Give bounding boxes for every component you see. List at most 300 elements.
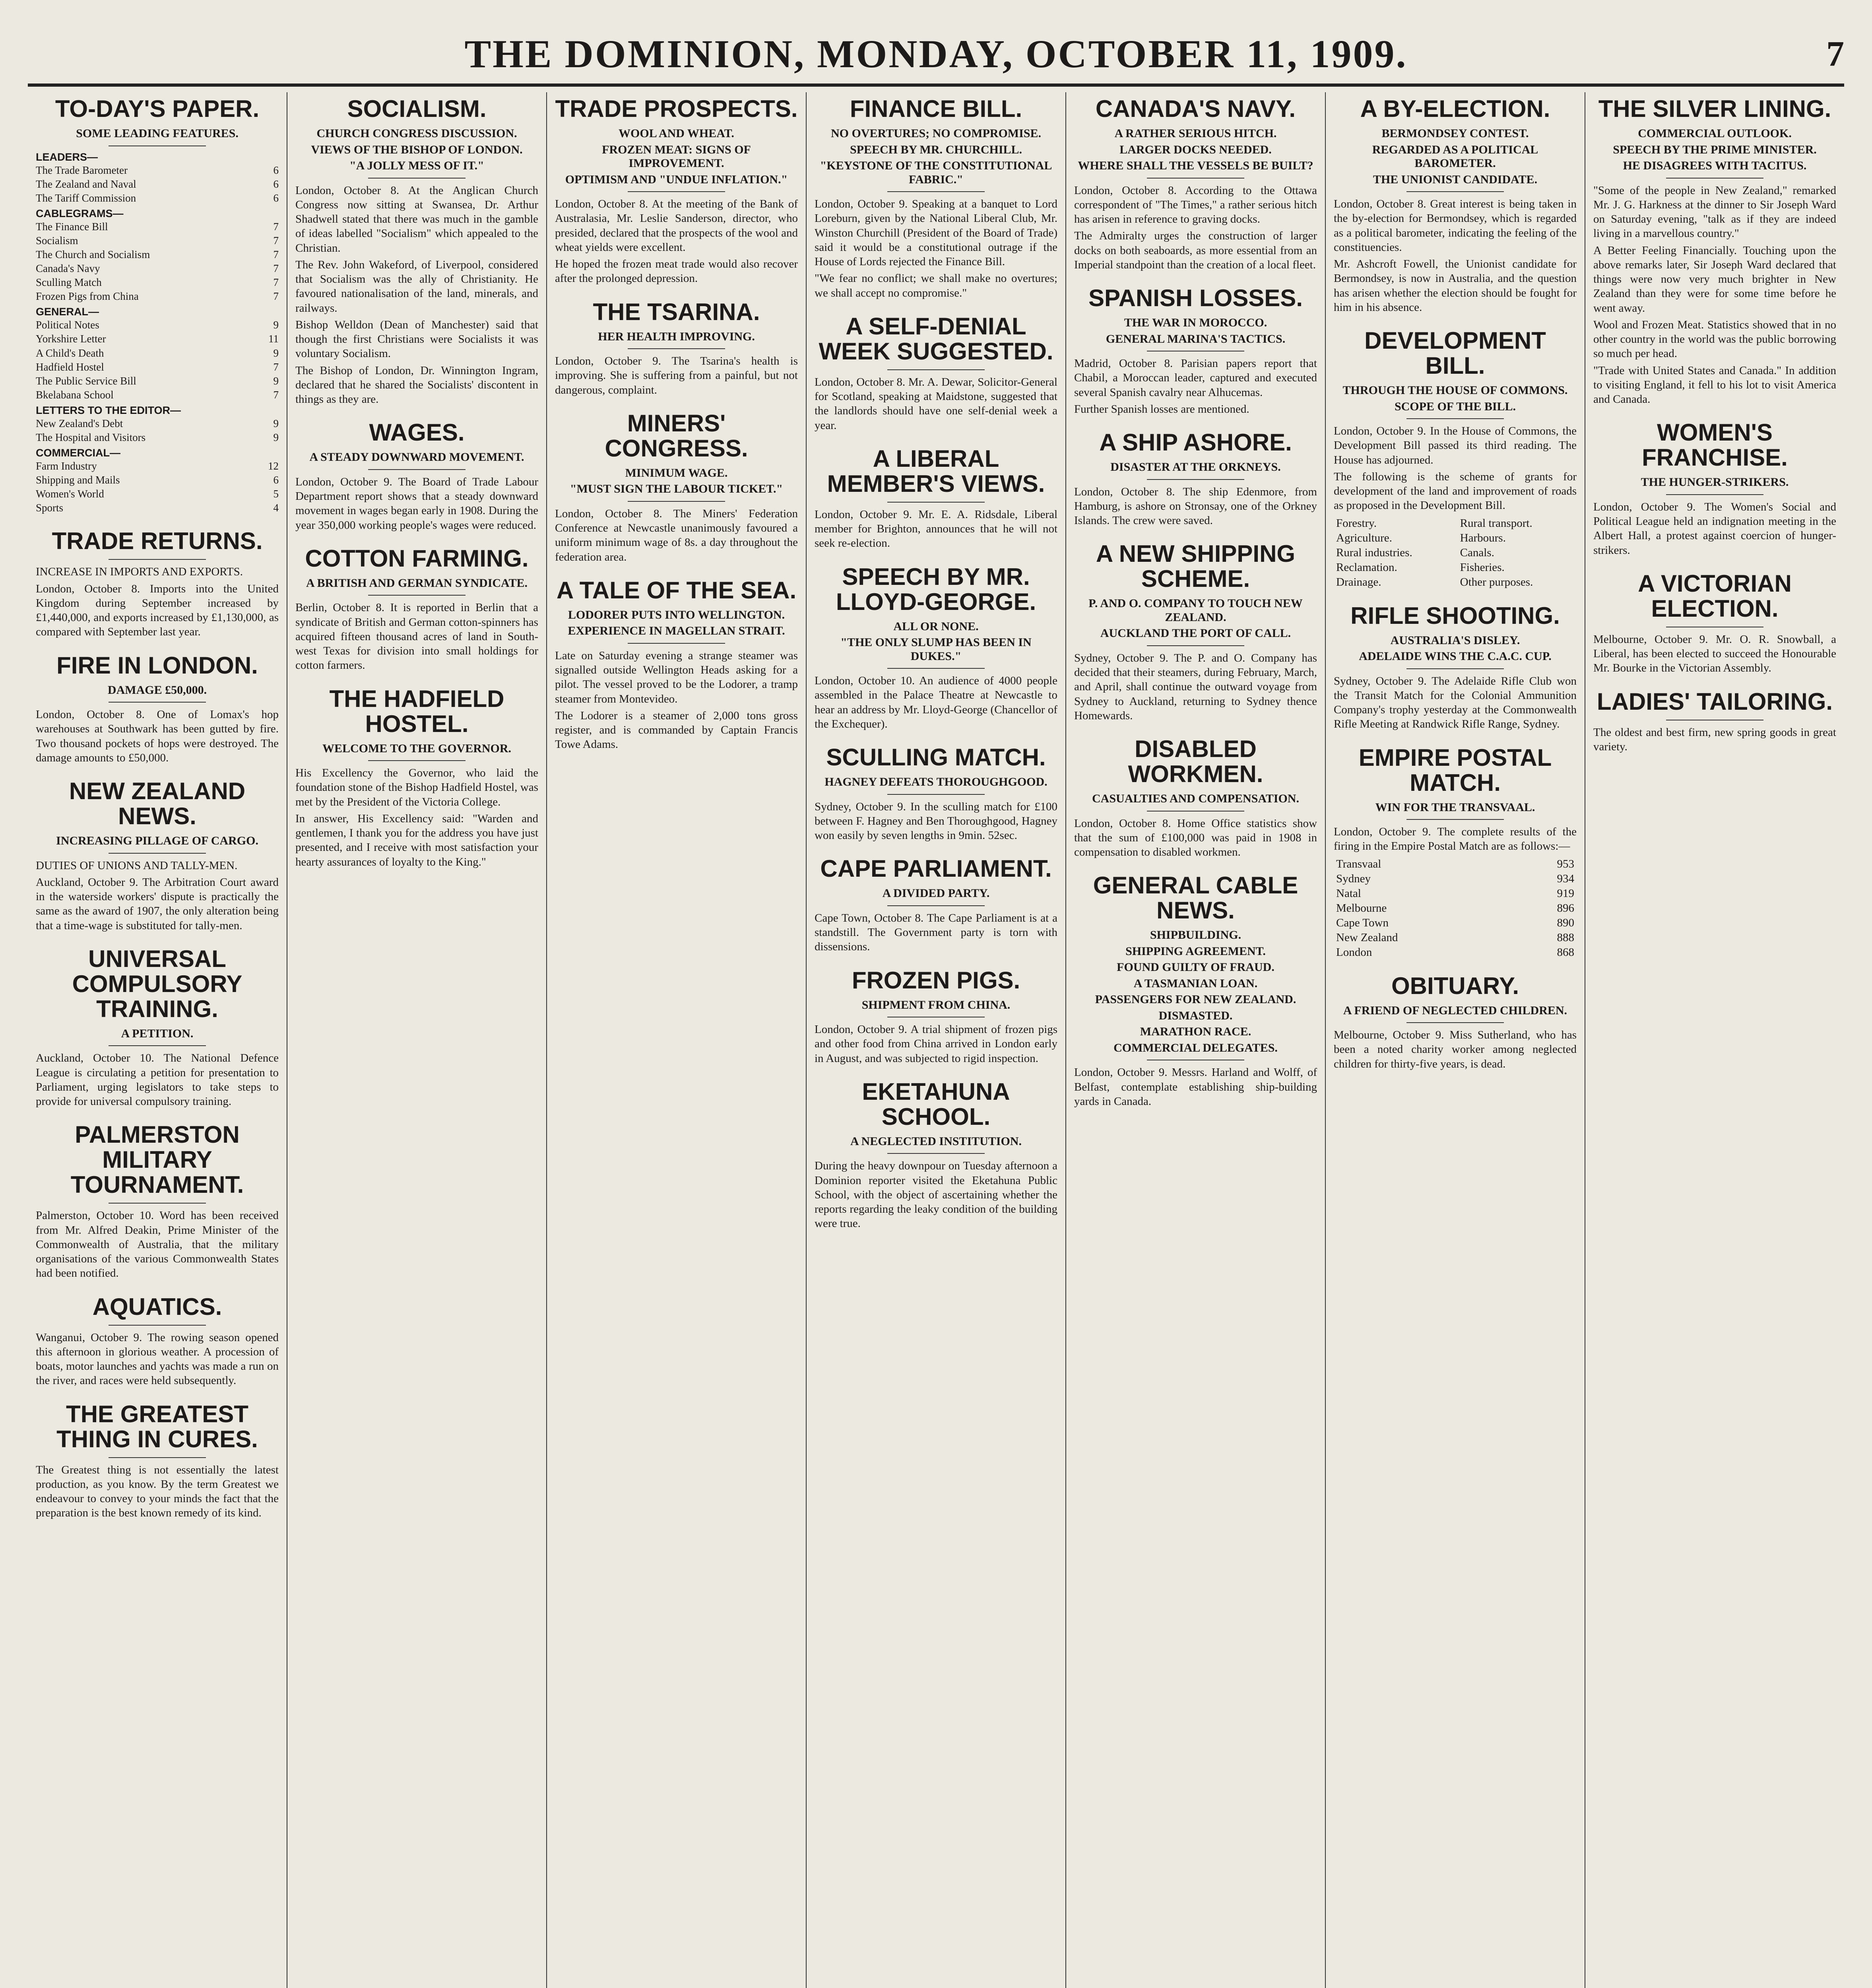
article-subheading: AUSTRALIA'S DISLEY. [1390, 633, 1520, 647]
table-row [1334, 560, 1577, 575]
article-subheading: "THE ONLY SLUMP HAS BEEN IN DUKES." [840, 636, 1032, 663]
article-subheading: COMMERCIAL OUTLOOK. [1638, 127, 1792, 140]
index-item: The Tariff Commission [36, 192, 136, 204]
index-page: 7 [273, 234, 279, 247]
divider-rule [887, 502, 984, 503]
article-paragraph: Sydney, October 9. The Adelaide Rifle Club won the Transit Match for the Colonial Ammunition Company's trophy yesterday at the Commonwealth Rifle Meeting at Randwick Rifle Range, Sydney. [1334, 674, 1577, 731]
divider-rule [1406, 418, 1503, 419]
article-headline: EKETAHUNA SCHOOL. [862, 1078, 1010, 1130]
article-subheading: REGARDED AS A POLITICAL BAROMETER. [1372, 143, 1538, 170]
index-page: 9 [273, 319, 279, 331]
article [36, 779, 279, 933]
article [1334, 328, 1577, 590]
index-row [36, 191, 279, 205]
article-subheading: A DIVIDED PARTY. [882, 887, 990, 900]
table-cell: Melbourne [1336, 901, 1387, 914]
article-headline: THE GREATEST THING IN CURES. [56, 1400, 258, 1452]
index-item: Canada's Navy [36, 262, 100, 275]
article [815, 314, 1057, 433]
article-headline: TO-DAY'S PAPER. [55, 95, 260, 122]
index-item: A Child's Death [36, 347, 104, 359]
article-subheading: FROZEN MEAT: SIGNS OF IMPROVEMENT. [602, 143, 751, 170]
index-item: New Zealand's Debt [36, 417, 123, 429]
index-page: 7 [273, 361, 279, 373]
article-subheading: DISASTER AT THE ORKNEYS. [1110, 460, 1281, 474]
article-subheading: MARATHON RACE. [1140, 1025, 1251, 1039]
article [815, 96, 1057, 300]
article-subheading: P. AND O. COMPANY TO TOUCH NEW ZEALAND. [1088, 597, 1303, 624]
columns [28, 92, 1844, 1988]
article [815, 856, 1057, 954]
article-subheading: WIN FOR THE TRANSVAAL. [1375, 800, 1535, 814]
article-subheading: ADELAIDE WINS THE C.A.C. CUP. [1359, 650, 1552, 663]
article-subheading: DAMAGE £50,000. [107, 683, 207, 697]
index-page: 5 [273, 488, 279, 500]
divider-rule [109, 1457, 206, 1458]
article-paragraph: Madrid, October 8. Parisian papers report that Chabil, a Moroccan leader, captured and executed several Spanish cavalry near Alhucemas. [1074, 357, 1317, 399]
article-paragraph: A Better Feeling Financially. Touching upon the above remarks later, Sir Joseph Ward declared that things were now very much brighter in New Zealand than they were for some time before he went away. [1593, 244, 1836, 315]
article-headline: FIRE IN LONDON. [56, 652, 258, 679]
column-7 [1585, 92, 1844, 1988]
table-cell: Agriculture. [1336, 531, 1392, 544]
article-subheading: SPEECH BY THE PRIME MINISTER. [1613, 143, 1817, 156]
index-item: Farm Industry [36, 460, 97, 472]
index-page: 7 [273, 220, 279, 233]
article-paragraph: DUTIES OF UNIONS AND TALLY-MEN. [36, 859, 238, 872]
index-row [36, 163, 279, 177]
article-table [1334, 857, 1577, 960]
table-row [1334, 857, 1577, 872]
article [1334, 973, 1577, 1071]
article-subheading: PASSENGERS FOR NEW ZEALAND. [1095, 993, 1296, 1006]
index-page: 6 [273, 474, 279, 486]
index-page: 12 [268, 460, 279, 472]
article-paragraph: Cape Town, October 8. The Cape Parliament is at a standstill. The Government party is torn with dissensions. [815, 911, 1057, 953]
article-headline: DISABLED WORKMEN. [1128, 736, 1263, 787]
table-row [1334, 886, 1577, 901]
article-paragraph: London, October 9. The Tsarina's health is improving. She is suffering from a painful, but not dangerous, complaint. [555, 355, 798, 396]
article-paragraph: Auckland, October 9. The Arbitration Court award in the waterside workers' dispute is practically the same as the award of 1907, the only alteration being that a time-wage is substituted for tally-men. [36, 876, 279, 932]
index-row [36, 332, 279, 346]
article-subheading: A STEADY DOWNWARD MOVEMENT. [309, 450, 524, 464]
article [36, 96, 279, 515]
index-row [36, 177, 279, 191]
article-paragraph: London, October 9. The Board of Trade Labour Department report shows that a steady downward movement in wages began early in 1908. During the year 350,000 working people's wages were reduced. [295, 475, 538, 532]
table-cell: 919 [1557, 887, 1574, 900]
article-paragraph: London, October 8. Great interest is being taken in the by-election for Bermondsey, which is regarded as a political barometer, indicating the feeling of the constituencies. [1334, 198, 1577, 254]
article-headline: WOMEN'S FRANCHISE. [1642, 419, 1788, 471]
article [815, 1079, 1057, 1231]
article-paragraph: Berlin, October 8. It is reported in Berlin that a syndicate of British and German cotton-spinners has acquired fifteen thousand acres of land in South-west Texas for division into small holdings for cotton farmers. [295, 601, 538, 672]
article-paragraph: In answer, His Excellency said: "Warden and gentlemen, I thank you for the address you have just presented, and I receive with most satisfaction your hearty assurances of loyalty to the King." [295, 812, 538, 868]
article-subheading: EXPERIENCE IN MAGELLAN STRAIT. [568, 624, 785, 638]
divider-rule [1147, 645, 1244, 646]
divider-rule [887, 1153, 984, 1154]
divider-rule [1147, 178, 1244, 179]
article-subheading: A FRIEND OF NEGLECTED CHILDREN. [1343, 1004, 1567, 1017]
article [815, 968, 1057, 1066]
article-subheading: INCREASING PILLAGE OF CARGO. [56, 834, 258, 848]
article-subheading: THE HUNGER-STRIKERS. [1641, 476, 1789, 489]
article-headline: OBITUARY. [1391, 972, 1519, 999]
article-paragraph: London, October 9. Mr. E. A. Ridsdale, Liberal member for Brighton, announces that he will not seek re-election. [815, 508, 1057, 550]
divider-rule [368, 595, 465, 596]
article [1334, 96, 1577, 315]
divider-rule [109, 1203, 206, 1204]
article-paragraph: Further Spanish losses are mentioned. [1074, 402, 1249, 415]
article-subheading: HAGNEY DEFEATS THOROUGHGOOD. [824, 775, 1048, 788]
column-3 [547, 92, 807, 1988]
index-item: Bkelabana School [36, 388, 114, 401]
article-paragraph: Sydney, October 9. In the sculling match for £100 between F. Hagney and Ben Thoroughgood, Hagney won easily by seven lengths in 9min. 52sec. [815, 800, 1057, 842]
table-row [1334, 575, 1577, 590]
article-subheading: SCOPE OF THE BILL. [1394, 400, 1516, 413]
article-subheading: ALL OR NONE. [893, 619, 979, 633]
table-cell: 868 [1557, 945, 1574, 959]
article-paragraph: He hoped the frozen meat trade would also recover after the prolonged depression. [555, 258, 798, 285]
article-subheading: FOUND GUILTY OF FRAUD. [1117, 961, 1275, 974]
index-page: 9 [273, 347, 279, 359]
article-headline: A SELF-DENIAL WEEK SUGGESTED. [819, 313, 1053, 365]
article-subheading: A PETITION. [121, 1027, 194, 1040]
index-page: 7 [273, 276, 279, 289]
index-item: The Hospital and Visitors [36, 431, 146, 443]
divider-rule [887, 191, 984, 192]
article-headline: RIFLE SHOOTING. [1350, 602, 1560, 629]
index-row [36, 473, 279, 487]
table-cell: 890 [1557, 916, 1574, 929]
article-subheading: A TASMANIAN LOAN. [1133, 977, 1258, 990]
article [295, 686, 538, 869]
article-subheading: SHIPPING AGREEMENT. [1125, 944, 1266, 958]
table-row [1334, 901, 1577, 916]
article-subheading: WHERE SHALL THE VESSELS BE BUILT? [1078, 159, 1313, 172]
article-headline: MINERS' CONGRESS. [605, 410, 748, 462]
table-cell: Rural transport. [1460, 516, 1533, 530]
article [295, 546, 538, 673]
article-subheading: NO OVERTURES; NO COMPROMISE. [831, 127, 1041, 140]
article-subheading: THE WAR IN MOROCCO. [1124, 316, 1267, 329]
article-paragraph: London, October 8. The Miners' Federation Conference at Newcastle unanimously favoured a uniform minimum wage of 8s. a day throughout the federation area. [555, 507, 798, 563]
table-cell: Canals. [1460, 546, 1494, 559]
divider-rule [887, 905, 984, 906]
table-cell: 934 [1557, 872, 1574, 885]
article-headline: GENERAL CABLE NEWS. [1093, 872, 1298, 924]
divider-rule [887, 369, 984, 370]
article-paragraph: The Rev. John Wakeford, of Liverpool, considered that Socialism was the ally of Christianity. He favoured nationalisation of the land, minerals, and railways. [295, 258, 538, 315]
table-cell: New Zealand [1336, 931, 1398, 944]
article-paragraph: Sydney, October 9. The P. and O. Company has decided that their steamers, during February, March, and April, shall continue the outward voyage from Sydney to Auckland, returning to Sydney thence Homewards. [1074, 651, 1317, 722]
article-paragraph: During the heavy downpour on Tuesday afternoon a Dominion reporter visited the Eketahuna Public School, with the object of ascertaining whether the reports regarding the leaky condition of the building were true. [815, 1159, 1057, 1230]
index-section: LEADERS— [36, 151, 98, 163]
table-row [1334, 546, 1577, 560]
table-cell: London [1336, 945, 1372, 959]
index-section: LETTERS TO THE EDITOR— [36, 404, 181, 416]
article-subheading: WELCOME TO THE GOVERNOR. [322, 742, 512, 755]
article-subheading: CHURCH CONGRESS DISCUSSION. [316, 127, 517, 140]
index-item: Political Notes [36, 319, 99, 331]
article-subheading: MINIMUM WAGE. [625, 466, 728, 480]
article-paragraph: London, October 9. In the House of Commons, the Development Bill passed its third reading. The House has adjourned. [1334, 425, 1577, 466]
index-page: 4 [273, 502, 279, 514]
index-page: 6 [273, 178, 279, 190]
article-headline: FROZEN PIGS. [852, 967, 1020, 994]
index-item: Socialism [36, 234, 78, 247]
article-paragraph: London, October 8. At the meeting of the Bank of Australasia, Mr. Leslie Sanderson, director, who presided, declared that the prospects of the wool and wheat yields were excellent. [555, 198, 798, 254]
index-page: 7 [273, 388, 279, 401]
index-item: The Zealand and Naval [36, 178, 136, 190]
article-subheading: GENERAL MARINA'S TACTICS. [1106, 332, 1286, 346]
divider-rule [109, 1325, 206, 1326]
table-row [1334, 945, 1577, 960]
article-paragraph: Auckland, October 10. The National Defence League is circulating a petition for presentation to Parliament, urging legislators to take steps to provide for universal compulsory training. [36, 1052, 279, 1108]
article-headline: DEVELOPMENT BILL. [1364, 327, 1546, 379]
article [555, 578, 798, 752]
article-subheading: VIEWS OF THE BISHOP OF LONDON. [311, 143, 523, 156]
article-headline: UNIVERSAL COMPULSORY TRAINING. [72, 945, 242, 1022]
article-headline: LADIES' TAILORING. [1597, 688, 1833, 715]
article-headline: TRADE RETURNS. [52, 528, 263, 555]
article-subheading: LARGER DOCKS NEEDED. [1119, 143, 1272, 156]
table-row [1334, 916, 1577, 930]
divider-rule [368, 469, 465, 470]
article [295, 420, 538, 532]
article [1593, 571, 1836, 676]
article [36, 946, 279, 1109]
divider-rule [368, 760, 465, 761]
article-subheading: WOOL AND WHEAT. [619, 127, 734, 140]
article-paragraph: Wool and Frozen Meat. Statistics showed that in no other country in the world was the public borrowing so much per head. [1593, 318, 1836, 360]
divider-rule [1406, 819, 1503, 820]
divider-rule [1406, 668, 1503, 669]
article-subheading: THROUGH THE HOUSE OF COMMONS. [1342, 384, 1568, 397]
article [555, 411, 798, 564]
index-row [36, 374, 279, 388]
index-row [36, 501, 279, 515]
index-section: GENERAL— [36, 306, 99, 318]
divider-rule [628, 348, 725, 349]
index-row [36, 487, 279, 501]
article-subheading: "MUST SIGN THE LABOUR TICKET." [570, 482, 783, 496]
article [1334, 603, 1577, 732]
index-row [36, 262, 279, 276]
index-row [36, 248, 279, 262]
index-row [36, 220, 279, 234]
article-paragraph: London, October 9. Speaking at a banquet to Lord Loreburn, given by the National Liberal Club, Mr. Winston Churchill (President of the Board of Trade) said it would be a constitutional outrage if the House of Lords rejected the Finance Bill. [815, 198, 1057, 268]
index-item: The Trade Barometer [36, 164, 128, 176]
article-headline: SCULLING MATCH. [826, 744, 1046, 771]
table-cell: Forestry. [1336, 516, 1377, 530]
masthead-title: THE DOMINION, MONDAY, OCTOBER 11, 1909. [464, 31, 1408, 76]
table-cell: Natal [1336, 887, 1361, 900]
divider-rule [109, 702, 206, 703]
index-item: The Finance Bill [36, 220, 108, 233]
article [1074, 873, 1317, 1109]
index-row [36, 289, 279, 303]
table-cell: 896 [1557, 901, 1574, 914]
article-subheading: A RATHER SERIOUS HITCH. [1114, 127, 1277, 140]
article-paragraph: The Greatest thing is not essentially the latest production, as you know. By the term Greatest we endeavour to convey to your minds the fact that the preparation is the best known remedy of its kind. [36, 1463, 279, 1520]
article-paragraph: The Lodorer is a steamer of 2,000 tons gross register, and is commanded by Captain Francis Towe Adams. [555, 709, 798, 751]
article-subheading: HER HEALTH IMPROVING. [598, 330, 755, 343]
index-item: Shipping and Mails [36, 474, 120, 486]
article [1593, 96, 1836, 406]
article [1074, 285, 1317, 416]
table-row [1334, 930, 1577, 945]
article-headline: NEW ZEALAND NEWS. [69, 778, 246, 830]
table-cell: Cape Town [1336, 916, 1389, 929]
article-paragraph: The Admiralty urges the construction of larger docks on both seaboards, as more essential from an Imperial standpoint than the creation of a local fleet. [1074, 229, 1317, 271]
index-section: COMMERCIAL— [36, 447, 120, 459]
article [555, 96, 798, 286]
divider-rule [1666, 178, 1763, 179]
article-headline: A NEW SHIPPING SCHEME. [1096, 540, 1296, 592]
article [36, 528, 279, 639]
index-row [36, 346, 279, 360]
index-page: 7 [273, 248, 279, 260]
index-row [36, 388, 279, 402]
article-paragraph: London, October 8. The ship Edenmore, from Hamburg, is ashore on Stronsay, one of the Orkney Islands. The crew were saved. [1074, 485, 1317, 527]
article-table [1334, 516, 1577, 590]
index-item: The Public Service Bill [36, 375, 136, 387]
article-subheading: A BRITISH AND GERMAN SYNDICATE. [306, 576, 528, 590]
article-subheading: SPEECH BY MR. CHURCHILL. [850, 143, 1022, 156]
article-paragraph: Palmerston, October 10. Word has been received from Mr. Alfred Deakin, Prime Minister of the Commonwealth of Australia, that the military organisations of the various Commonwealth States had been notified. [36, 1209, 279, 1280]
article [36, 1294, 279, 1388]
index-item: Frozen Pigs from China [36, 290, 139, 303]
article-subheading: SOME LEADING FEATURES. [76, 127, 239, 140]
index-item: Sports [36, 502, 64, 514]
index-page: 9 [273, 431, 279, 443]
table-row [1334, 531, 1577, 546]
article-subheading: THE UNIONIST CANDIDATE. [1373, 173, 1538, 186]
article [295, 96, 538, 406]
article-headline: A LIBERAL MEMBER'S VIEWS. [827, 445, 1045, 497]
article-subheading: BERMONDSEY CONTEST. [1381, 127, 1529, 140]
page-number: 7 [1826, 34, 1844, 74]
article [1593, 689, 1836, 754]
divider-rule [1147, 479, 1244, 480]
index-item: Hadfield Hostel [36, 361, 104, 373]
article-paragraph: Wanganui, October 9. The rowing season opened this afternoon in glorious weather. A procession of boats, motor launches and yachts was made a run on the river, and races were held subsequently. [36, 1331, 279, 1387]
index-page: 6 [273, 192, 279, 204]
article-paragraph: London, October 10. An audience of 4000 people assembled in the Palace Theatre at Newcastle to hear an address by Mr. Lloyd-George (Chancellor of the Exchequer). [815, 674, 1057, 730]
divider-rule [887, 794, 984, 795]
article [1074, 96, 1317, 272]
index-page: 6 [273, 164, 279, 176]
index-row [36, 234, 279, 248]
article-subheading: HE DISAGREES WITH TACITUS. [1623, 159, 1807, 172]
article-headline: THE SILVER LINING. [1598, 95, 1831, 122]
divider-rule [628, 501, 725, 502]
article-subheading: "KEYSTONE OF THE CONSTITUTIONAL FABRIC." [820, 159, 1052, 186]
index-row [36, 459, 279, 473]
index-item: Yorkshire Letter [36, 333, 106, 345]
article [815, 446, 1057, 551]
article-paragraph: His Excellency the Governor, who laid the foundation stone of the Bishop Hadfield Hostel, was met by the President of the Victoria College. [295, 767, 538, 808]
index-page: 7 [273, 290, 279, 303]
article-paragraph: Melbourne, October 9. Mr. O. R. Snowball, a Liberal, has been elected to succeed the Honourable Mr. Bourke in the Victorian Assembly. [1593, 633, 1836, 675]
column-6 [1326, 92, 1585, 1988]
divider-rule [368, 178, 465, 179]
index-page: 9 [273, 375, 279, 387]
article-headline: FINANCE BILL. [850, 95, 1022, 122]
article-headline: SPEECH BY MR. LLOYD-GEORGE. [836, 563, 1036, 615]
article-subheading: DISMASTED. [1158, 1009, 1233, 1022]
article-paragraph: London, October 9. Messrs. Harland and Wolff, of Belfast, contemplate establishing ship-building yards in Canada. [1074, 1066, 1317, 1108]
table-cell: Reclamation. [1336, 561, 1397, 574]
article-headline: TRADE PROSPECTS. [555, 95, 798, 122]
divider-rule [1147, 811, 1244, 812]
index-row [36, 417, 279, 431]
divider-rule [109, 559, 206, 560]
table-row [1334, 516, 1577, 531]
article [36, 1122, 279, 1280]
index-page: 7 [273, 262, 279, 275]
article-headline: WAGES. [369, 419, 465, 446]
article [1074, 541, 1317, 723]
article-headline: COTTON FARMING. [305, 545, 529, 572]
article [1074, 736, 1317, 859]
column-2 [287, 92, 547, 1988]
index-section: CABLEGRAMS— [36, 207, 124, 219]
article-paragraph: The oldest and best firm, new spring goods in great variety. [1593, 726, 1836, 753]
article-subheading: SHIPMENT FROM CHINA. [861, 998, 1011, 1011]
table-cell: Drainage. [1336, 575, 1381, 588]
article-subheading: SHIPBUILDING. [1150, 928, 1242, 942]
divider-rule [109, 1045, 206, 1046]
article-paragraph: London, October 9. A trial shipment of frozen pigs and other food from China arrived in London early in August, and was subjected to rigid inspection. [815, 1023, 1057, 1065]
table-cell: 953 [1557, 857, 1574, 870]
article-subheading: OPTIMISM AND "UNDUE INFLATION." [565, 173, 788, 186]
article-headline: A VICTORIAN ELECTION. [1638, 570, 1792, 622]
table-row [1334, 872, 1577, 886]
article-headline: A TALE OF THE SEA. [556, 577, 797, 604]
article-headline: CAPE PARLIAMENT. [820, 855, 1052, 882]
article-paragraph: The Bishop of London, Dr. Winnington Ingram, declared that he shared the Socialists' discontent in things as they are. [295, 364, 538, 406]
divider-rule [1406, 1022, 1503, 1023]
article-paragraph: Melbourne, October 9. Miss Sutherland, who has been a noted charity worker among neglected children for thirty-five years, is dead. [1334, 1029, 1577, 1070]
article-subheading: CASUALTIES AND COMPENSATION. [1092, 792, 1299, 805]
article-paragraph: London, October 9. The Women's Social and Political League held an indignation meeting in the Albert Hall, a protest against coercion of hunger-strikers. [1593, 500, 1836, 557]
article-headline: EMPIRE POSTAL MATCH. [1358, 744, 1552, 796]
article-headline: THE HADFIELD HOSTEL. [329, 685, 504, 737]
index-page: 9 [273, 417, 279, 429]
index-item: The Church and Socialism [36, 248, 150, 260]
article-headline: SPANISH LOSSES. [1088, 285, 1303, 311]
table-cell: Fisheries. [1460, 561, 1505, 574]
index-row [36, 360, 279, 374]
article-headline: A SHIP ASHORE. [1099, 429, 1292, 456]
article [36, 653, 279, 765]
divider-rule [1406, 191, 1503, 192]
index-row [36, 318, 279, 332]
column-5 [1066, 92, 1326, 1988]
divider-rule [628, 643, 725, 644]
divider-rule [109, 853, 206, 854]
article-paragraph: "We fear no conflict; we shall make no overtures; we shall accept no compromise." [815, 272, 1057, 299]
divider-rule [1666, 494, 1763, 495]
article-subheading: AUCKLAND THE PORT OF CALL. [1100, 627, 1291, 640]
table-cell: Harbours. [1460, 531, 1506, 544]
index-page: 11 [268, 333, 279, 345]
article [815, 745, 1057, 843]
article-subheading: COMMERCIAL DELEGATES. [1114, 1041, 1278, 1054]
article-paragraph: London, October 8. According to the Ottawa correspondent of "The Times," a rather serious hitch has arisen in reference to graving docks. [1074, 184, 1317, 225]
article-paragraph: London, October 8. At the Anglican Church Congress now sitting at Swansea, Dr. Arthur Shadwell stated that there was much in the gamble of ideas labelled "Socialism" which appealed to the Christian. [295, 184, 538, 254]
article-headline: PALMERSTON MILITARY TOURNAMENT. [70, 1121, 244, 1198]
article [555, 299, 798, 397]
